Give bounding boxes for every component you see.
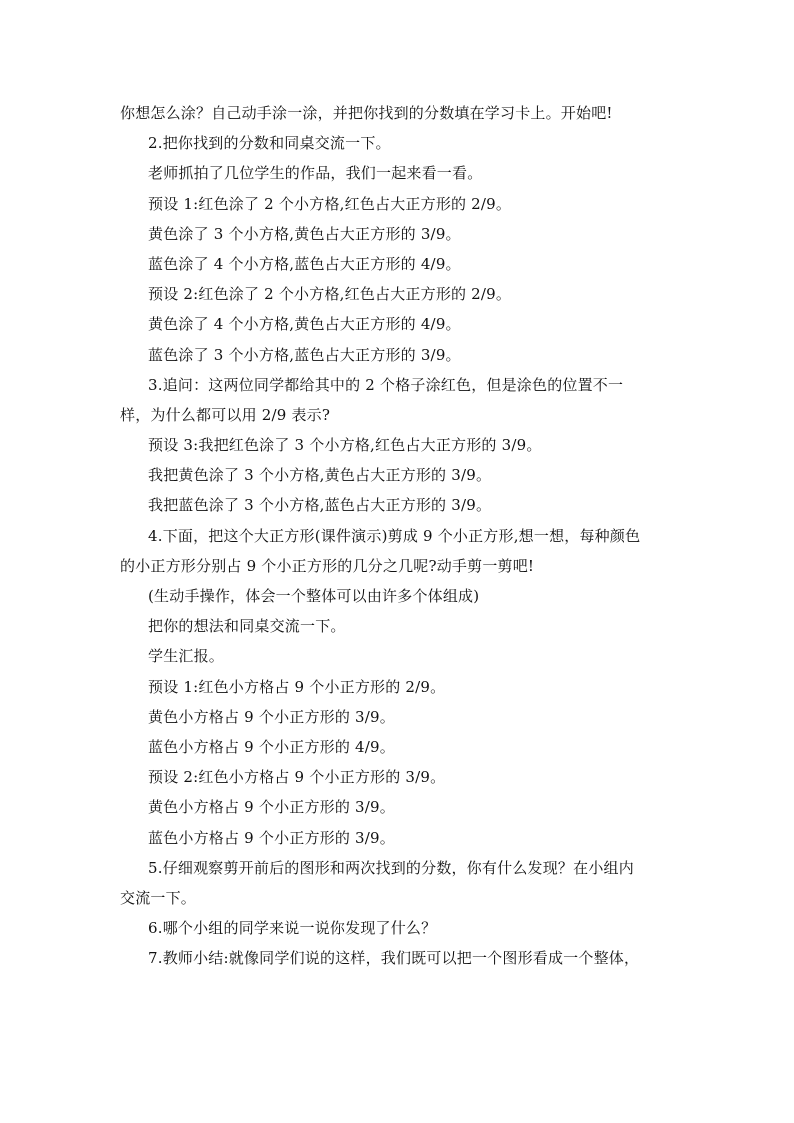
text-line-28: 6.哪个小组的同学来说一说你发现了什么？ (148, 919, 437, 938)
text-line-13: 我把黄色涂了 3 个小方格,黄色占大正方形的 3/9。 (148, 466, 492, 485)
text-line-4: 预设 1:红色涂了 2 个小方格,红色占大正方形的 2/9。 (148, 194, 512, 213)
text-line-20: 预设 1:红色小方格占 9 个小正方形的 2/9。 (148, 677, 446, 696)
text-line-21: 黄色小方格占 9 个小正方形的 3/9。 (148, 707, 395, 726)
text-line-19: 学生汇报。 (148, 647, 225, 666)
text-line-29: 7.教师小结:就像同学们说的这样，我们既可以把一个图形看成一个整体， (148, 949, 640, 968)
text-line-17: (生动手操作，体会一个整体可以由许多个体组成) (148, 587, 480, 605)
text-line-26: 5.仔细观察剪开前后的图形和两次找到的分数，你有什么发现？在小组内 (148, 858, 634, 877)
text-line-1: 你想怎么涂？自己动手涂一涂，并把你找到的分数填在学习卡上。开始吧! (120, 104, 613, 122)
text-line-11: 样，为什么都可以用 2/9 表示? (120, 405, 331, 424)
text-line-15: 4.下面，把这个大正方形(课件演示)剪成 9 个小正方形,想一想，每种颜色 (148, 526, 641, 545)
document-body (120, 98, 680, 973)
text-line-10: 3.追问：这两位同学都给其中的 2 个格子涂红色，但是涂色的位置不一 (148, 375, 624, 394)
text-line-25: 蓝色小方格占 9 个小正方形的 3/9。 (148, 828, 395, 847)
text-line-12: 预设 3:我把红色涂了 3 个小方格,红色占大正方形的 3/9。 (148, 436, 542, 455)
text-line-22: 蓝色小方格占 9 个小正方形的 4/9。 (148, 737, 395, 756)
text-line-14: 我把蓝色涂了 3 个小方格,蓝色占大正方形的 3/9。 (148, 496, 492, 515)
text-line-18: 把你的想法和同桌交流一下。 (148, 617, 346, 636)
text-line-3: 老师抓拍了几位学生的作品，我们一起来看一看。 (148, 164, 483, 183)
text-line-23: 预设 2:红色小方格占 9 个小正方形的 3/9。 (148, 768, 446, 787)
text-line-27: 交流一下。 (120, 888, 197, 907)
text-line-9: 蓝色涂了 3 个小方格,蓝色占大正方形的 3/9。 (148, 345, 461, 364)
text-line-6: 蓝色涂了 4 个小方格,蓝色占大正方形的 4/9。 (148, 254, 461, 273)
text-line-16: 的小正方形分别占 9 个小正方形的几分之几呢?动手剪一剪吧! (120, 556, 535, 575)
text-line-24: 黄色小方格占 9 个小正方形的 3/9。 (148, 798, 395, 817)
text-line-8: 黄色涂了 4 个小方格,黄色占大正方形的 4/9。 (148, 315, 461, 334)
text-line-2: 2.把你找到的分数和同桌交流一下。 (148, 134, 391, 153)
text-line-7: 预设 2:红色涂了 2 个小方格,红色占大正方形的 2/9。 (148, 285, 512, 304)
text-line-5: 黄色涂了 3 个小方格,黄色占大正方形的 3/9。 (148, 224, 461, 243)
